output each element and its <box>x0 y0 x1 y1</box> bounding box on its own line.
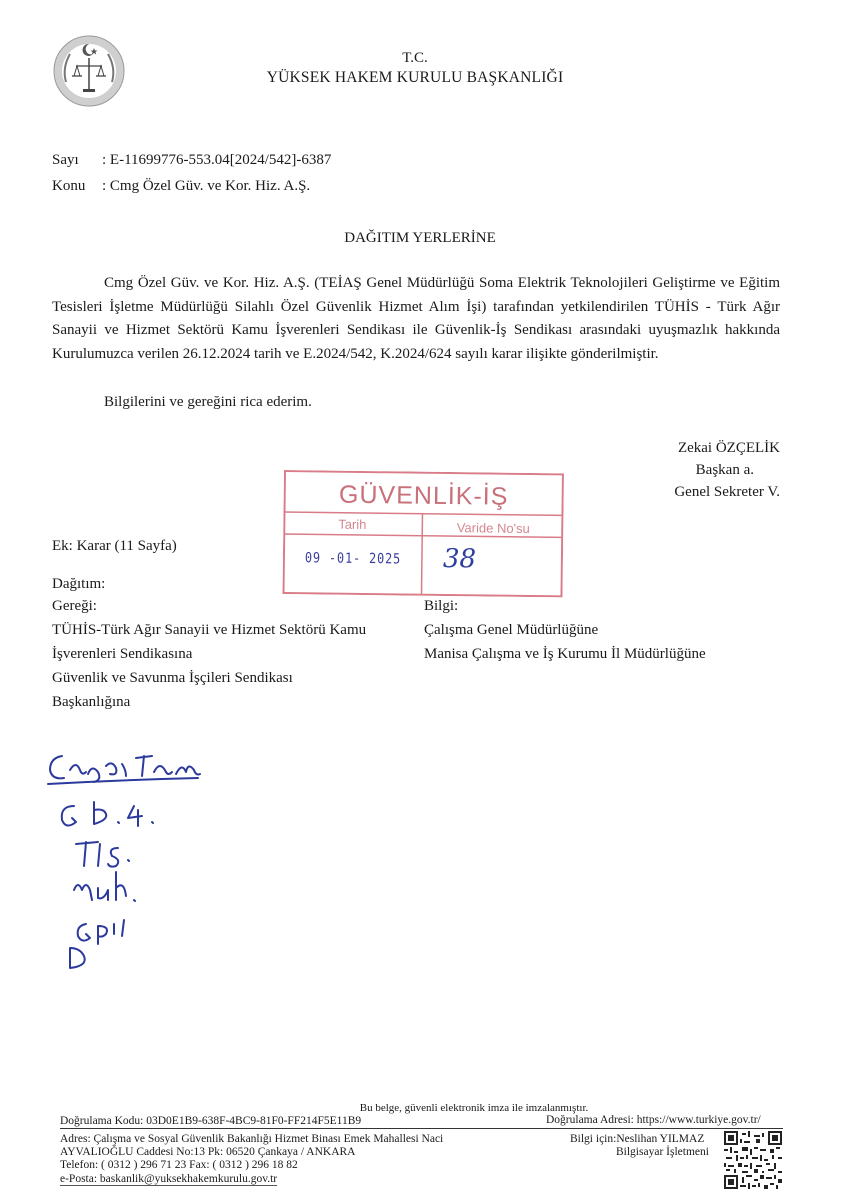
stamp-title: GÜVENLİK-İŞ <box>338 480 509 511</box>
gerei-line-1: TÜHİS-Türk Ağır Sanayii ve Hizmet Sektörü Kamu <box>52 622 367 638</box>
konu-label: Konu <box>52 178 86 194</box>
gerei-label: Gereği: <box>52 598 97 614</box>
letter-body: Cmg Özel Güv. ve Kor. Hiz. A.Ş. (TEİAŞ Genel Müdürlüğü Soma Elektrik Teknolojileri Geliştirme ve Eğitim Tesisleri İşletme Müdürlüğü Silahlı Özel Güvenlik Hizmet Alım İşi) tarafından yetkilendirilen TÜHİS - Türk Ağır Sanayii ve Hizmet Sektörü Kamu İşverenleri Sendikası ile Güvenlik-İş Sendikası arasındaki uyuşmazlık hakkında Kurulumuzca verilen 26.12.2024 tarih ve E.2024/542, K.2024/624 sayılı karar ilişikte gönderilmiştir. <box>52 275 780 362</box>
qr-code-icon <box>724 1131 782 1189</box>
verification-code: Doğrulama Kodu: 03D0E1B9-638F-4BC9-81F0-FF214F5E11B9 <box>60 1115 362 1127</box>
sayi-value: : E-11699776-553.04[2024/542]-6387 <box>102 152 332 168</box>
signatory-title-2: Genel Sekreter V. <box>674 484 780 500</box>
phone-fax: Telefon: ( 0312 ) 296 71 23 Fax: ( 0312 ) 296 18 82 <box>60 1159 298 1171</box>
verification-address: Doğrulama Adresi: https://www.turkiye.gov.tr/ <box>546 1114 761 1126</box>
bilgi-line-1: Çalışma Genel Müdürlüğüne <box>424 622 599 638</box>
stamp-number-label: Varide No'su <box>456 520 530 537</box>
header-organization-name: YÜKSEK HAKEM KURULU BAŞKANLIĞI <box>266 69 564 86</box>
gerei-line-2: İşverenleri Sendikasına <box>52 646 193 662</box>
info-unit: Bilgisayar İşletmeni <box>616 1146 709 1158</box>
handwritten-note <box>40 740 240 970</box>
konu-value: : Cmg Özel Güv. ve Kor. Hiz. A.Ş. <box>102 178 311 194</box>
address-line-2: AYVALIOĞLU Caddesi No:13 Pk: 06520 Çankaya / ANKARA <box>60 1146 356 1158</box>
received-stamp <box>282 470 563 597</box>
email-link[interactable]: e-Posta: baskanlik@yuksekhakemkurulu.gov.tr <box>60 1173 278 1185</box>
stamp-date-label: Tarih <box>338 516 367 533</box>
esignature-note-text: Bu belge, güvenli elektronik imza ile imzalanmıştır. <box>359 1102 589 1114</box>
distribution-heading: DAĞITIM YERLERİNE <box>344 230 496 246</box>
gerei-line-3: Güvenlik ve Savunma İşçileri Sendikası <box>52 670 293 686</box>
attachment-line: Ek: Karar (11 Sayfa) <box>52 538 177 554</box>
stamp-number-value: 38 <box>442 543 477 575</box>
bilgi-label: Bilgi: <box>424 598 459 614</box>
address-line-1: Adres: Çalışma ve Sosyal Güvenlik Bakanlığı Hizmet Binası Emek Mahallesi Naci <box>60 1133 444 1145</box>
esignature-note <box>0 1102 848 1114</box>
distribution-label: Dağıtım: <box>52 576 106 592</box>
signatory-name: Zekai ÖZÇELİK <box>677 440 780 456</box>
info-contact: Bilgi için:Neslihan YILMAZ <box>570 1133 705 1145</box>
sayi-label: Sayı <box>52 152 79 168</box>
footer-divider <box>60 1128 783 1129</box>
stamp-date-value: 09 -01- 2025 <box>304 550 402 568</box>
header-tc: T.C. <box>402 50 428 66</box>
closing-line: Bilgilerini ve gereğini rica ederim. <box>104 394 312 410</box>
organization-seal-logo <box>52 34 126 108</box>
gerei-line-4: Başkanlığına <box>52 694 131 710</box>
bilgi-line-2: Manisa Çalışma ve İş Kurumu İl Müdürlüğüne <box>424 646 706 662</box>
signatory-title-1: Başkan a. <box>695 462 754 478</box>
